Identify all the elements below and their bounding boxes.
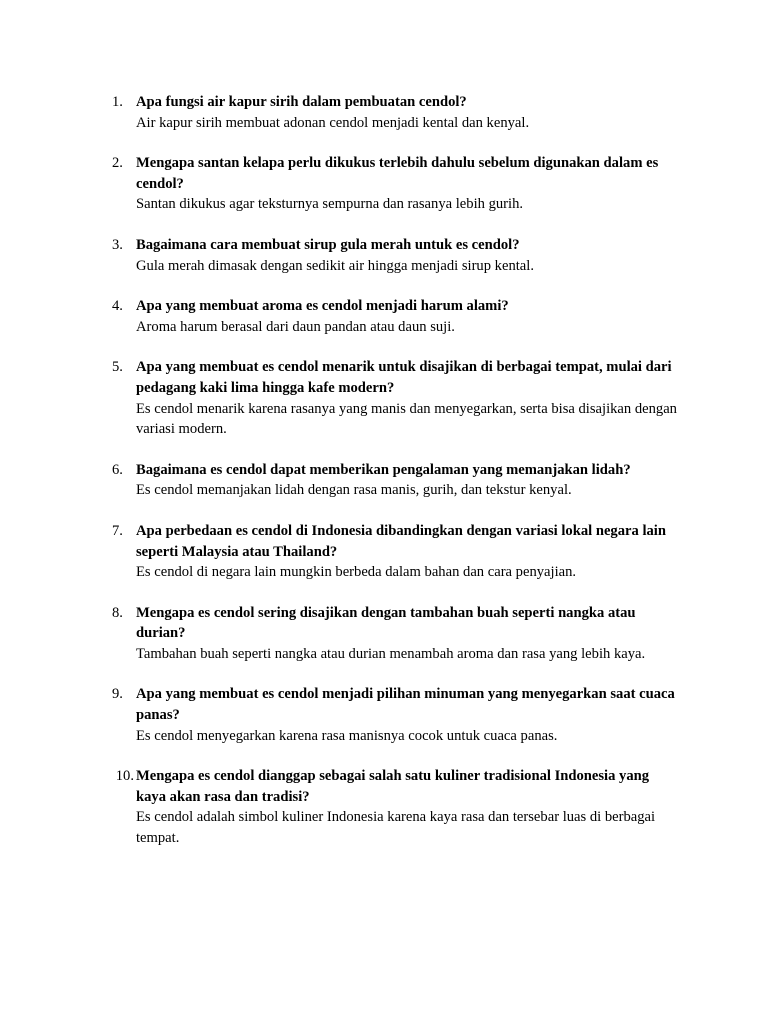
answer-text: Santan dikukus agar teksturnya sempurna dan rasanya lebih gurih. [136, 196, 524, 213]
answer-text: Es cendol memanjakan lidah dengan rasa manis, gurih, dan tekstur kenyal. [136, 482, 572, 499]
qa-item-4 [0, 296, 681, 337]
item-number: 10. [115, 768, 134, 785]
qa-item-10 [0, 766, 681, 848]
question-text: Mengapa es cendol dianggap sebagai salah satu kuliner tradisional Indonesia yang kaya akan rasa dan tradisi? [136, 768, 650, 805]
question-text: Mengapa es cendol sering disajikan dengan tambahan buah seperti nangka atau durian? [136, 604, 636, 642]
item-number: 5. [112, 359, 123, 376]
qa-item-6 [0, 460, 681, 501]
item-number: 9. [112, 686, 123, 703]
question-text: Apa yang membuat es cendol menarik untuk disajikan di berbagai tempat, mulai dari pedagang kaki lima hingga kafe modern? [136, 359, 672, 396]
item-number: 8. [112, 604, 123, 621]
qa-item-2 [0, 153, 681, 215]
answer-text: Es cendol adalah simbol kuliner Indonesia karena kaya rasa dan tersebar luas di berbagai tempat. [136, 809, 656, 847]
item-number: 3. [112, 236, 123, 253]
answer-text: Gula merah dimasak dengan sedikit air hingga menjadi sirup kental. [136, 257, 534, 274]
question-text: Bagaimana es cendol dapat memberikan pengalaman yang memanjakan lidah? [136, 461, 631, 478]
item-number: 1. [112, 94, 123, 110]
item-number: 2. [112, 155, 123, 172]
item-number: 7. [112, 522, 123, 539]
qa-item-3 [0, 235, 681, 276]
question-text: Bagaimana cara membuat sirup gula merah untuk es cendol? [136, 236, 520, 253]
qa-item-9 [0, 684, 681, 746]
qa-item-8 [0, 603, 681, 665]
question-text: Apa perbedaan es cendol di Indonesia dibandingkan dengan variasi lokal negara lain seperti Malaysia atau Thailand? [136, 522, 666, 560]
answer-text: Es cendol menarik karena rasanya yang manis dan menyegarkan, serta bisa disajikan dengan variasi modern. [136, 400, 677, 438]
answer-text: Air kapur sirih membuat adonan cendol menjadi kental dan kenyal. [136, 114, 530, 131]
qa-item-1 [0, 92, 681, 133]
answer-text: Aroma harum berasal dari daun pandan atau daun suji. [136, 318, 455, 335]
item-number: 6. [112, 461, 123, 478]
question-text: Apa yang membuat aroma es cendol menjadi harum alami? [136, 298, 509, 315]
qa-item-5 [0, 357, 681, 439]
answer-text: Tambahan buah seperti nangka atau durian menambah aroma dan rasa yang lebih kaya. [136, 645, 646, 662]
qa-item-7 [0, 521, 681, 583]
question-text: Mengapa santan kelapa perlu dikukus terlebih dahulu sebelum digunakan dalam es cendol? [136, 155, 659, 192]
qa-list [0, 92, 768, 869]
question-text: Apa fungsi air kapur sirih dalam pembuatan cendol? [136, 94, 467, 110]
answer-text: Es cendol di negara lain mungkin berbeda dalam bahan dan cara penyajian. [136, 564, 577, 581]
item-number: 4. [112, 298, 123, 315]
answer-text: Es cendol menyegarkan karena rasa manisnya cocok untuk cuaca panas. [136, 727, 558, 744]
question-text: Apa yang membuat es cendol menjadi pilihan minuman yang menyegarkan saat cuaca panas? [136, 686, 675, 724]
